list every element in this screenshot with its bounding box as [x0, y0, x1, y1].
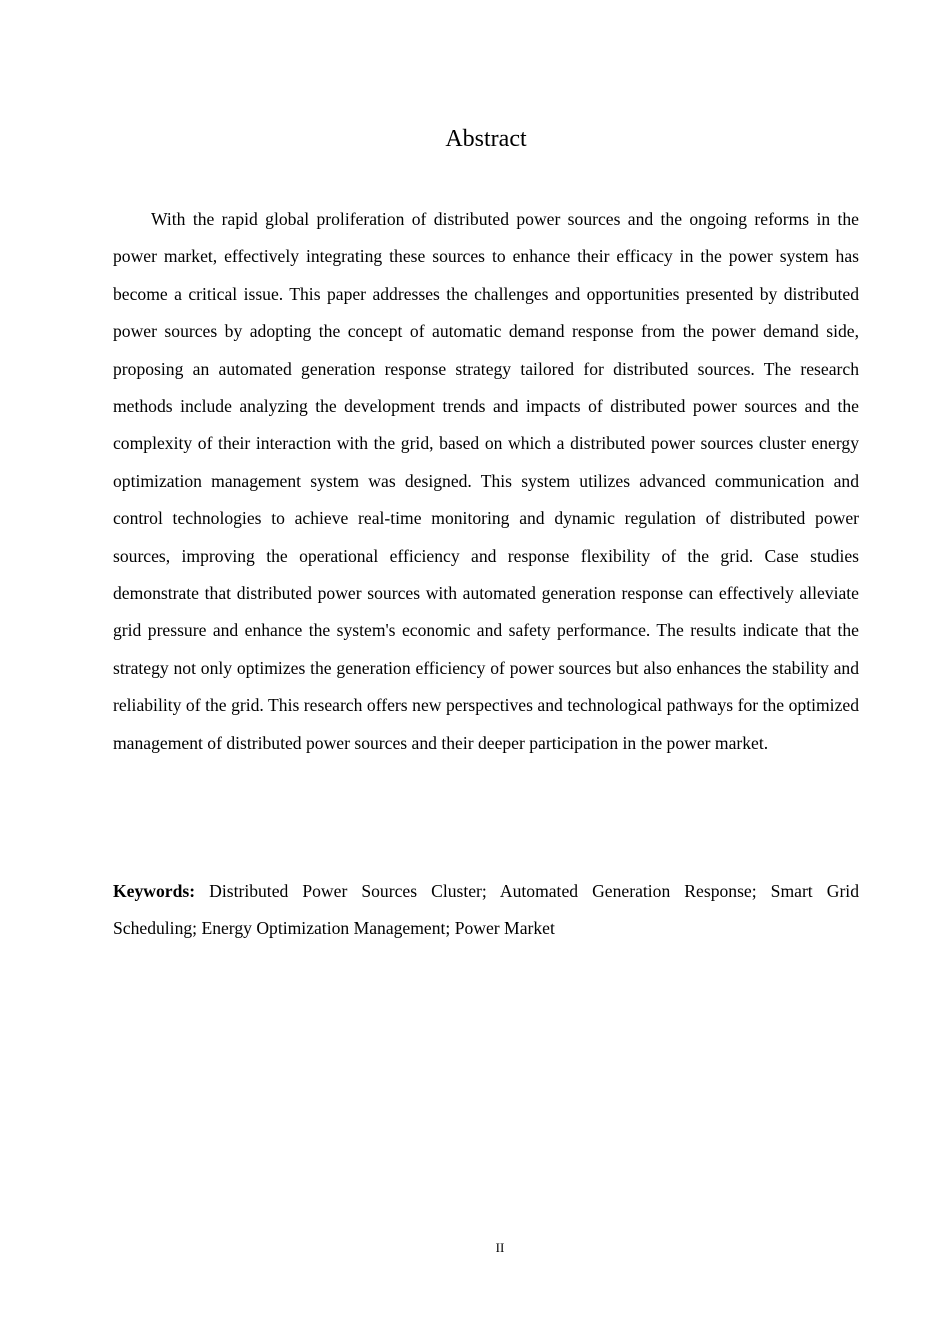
- page-number: II: [495, 1240, 505, 1255]
- keywords-paragraph: [113, 873, 859, 948]
- keywords-label: Keywords:: [113, 881, 196, 901]
- page-title: Abstract: [445, 126, 527, 152]
- abstract-body: With the rapid global proliferation of distributed power sources and the ongoing reforms in the power market, effectively integrating these sources to enhance their efficacy in the power system has become a critical issue. This paper addresses the challenges and opportunities presented by distributed power sources by adopting the concept of automatic demand response from the power demand side, proposing an automated generation response strategy tailored for distributed sources. The research methods include analyzing the development trends and impacts of distributed power sources and the complexity of their interaction with the grid, based on which a distributed power sources cluster energy optimization management system was designed. This system utilizes advanced communication and control technologies to achieve real-time monitoring and dynamic regulation of distributed power sources, improving the operational efficiency and response flexibility of the grid. Case studies demonstrate that distributed power sources with automated generation response can effectively alleviate grid pressure and enhance the system's economic and safety performance. The results indicate that the strategy not only optimizes the generation efficiency of power sources but also enhances the stability and reliability of the grid. This research offers new perspectives and technological pathways for the optimized management of distributed power sources and their deeper participation in the power market.: [113, 209, 859, 753]
- keywords-text: Distributed Power Sources Cluster; Automated Generation Response; Smart Grid Scheduling; Energy Optimization Management; Power Market: [113, 881, 859, 939]
